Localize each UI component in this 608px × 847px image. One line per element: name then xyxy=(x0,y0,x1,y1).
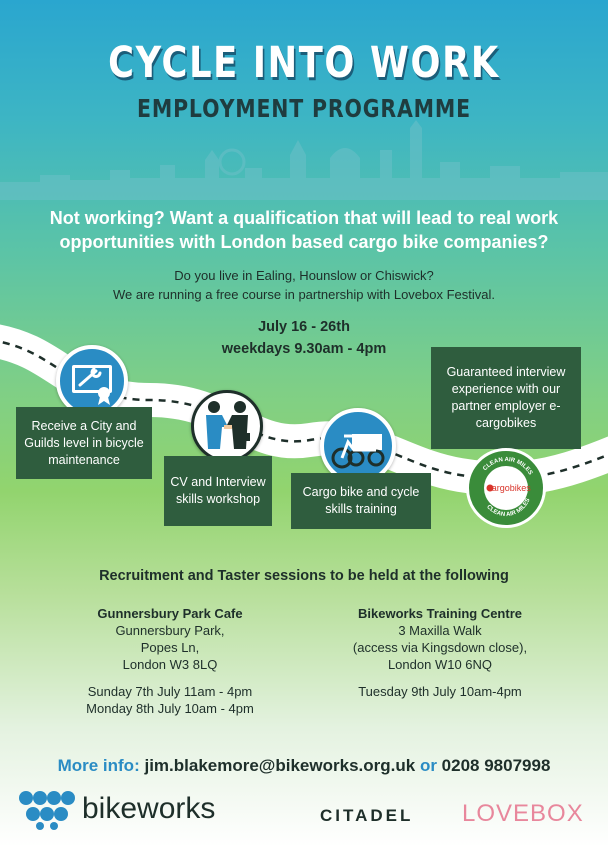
venue-2-address-2: (access via Kingsdown close), xyxy=(352,640,528,655)
contact-label: More info: xyxy=(57,756,140,775)
venue-2-time-1: Tuesday 9th July 10am-4pm xyxy=(358,684,522,699)
certificate-icon xyxy=(60,349,124,413)
lovebox-logo: LOVEBOX xyxy=(462,800,584,827)
poster-title: CYCLE INTO WORK xyxy=(108,38,500,88)
step-2-circle xyxy=(191,390,263,462)
step-2-label: CV and Interview skills workshop xyxy=(170,475,266,506)
badge-ring-bottom: CLEAN AIR MILES xyxy=(485,497,532,519)
contact-line xyxy=(0,756,608,776)
step-3-label: Cargo bike and cycle skills training xyxy=(302,485,420,516)
handshake-icon xyxy=(194,393,260,459)
course-times: weekdays 9.30am - 4pm xyxy=(221,341,387,357)
cargobikes-logo-icon xyxy=(469,451,543,525)
step-1-box xyxy=(16,407,152,479)
step-3-box xyxy=(291,473,431,529)
venue-2 xyxy=(320,605,560,700)
venue-1-time-1: Sunday 7th July 11am - 4pm xyxy=(87,684,253,699)
bikeworks-wheels-icon xyxy=(18,788,76,830)
venue-1-name: Gunnersbury Park Cafe xyxy=(97,606,243,621)
step-1-label: Receive a City and Guilds level in bicycle maintenance xyxy=(24,418,144,467)
contact-or: or xyxy=(419,756,437,775)
venue-1 xyxy=(60,605,280,717)
badge-brand: cargobikes xyxy=(487,483,531,493)
poster-subtitle: EMPLOYMENT PROGRAMME xyxy=(137,94,471,123)
cargo-bike-icon xyxy=(324,412,392,480)
venue-2-name: Bikeworks Training Centre xyxy=(358,606,522,621)
cargobikes-badge xyxy=(466,448,546,528)
step-4-box xyxy=(431,347,581,449)
headline: Not working? Want a qualification that will lead to real work opportunities with London based cargo bike companies? xyxy=(49,208,559,252)
venue-1-address-2: Popes Ln, xyxy=(140,640,200,655)
venue-2-address-1: 3 Maxilla Walk xyxy=(398,623,482,638)
intro-text xyxy=(30,266,578,304)
venue-1-address-1: Gunnersbury Park, xyxy=(115,623,225,638)
citadel-logo: CITADEL xyxy=(320,806,414,825)
intro-line-2: We are running a free course in partnership with Lovebox Festival. xyxy=(112,287,495,302)
bikeworks-logo xyxy=(18,788,215,830)
venue-1-address-3: London W3 8LQ xyxy=(122,657,218,672)
contact-email[interactable]: jim.blakemore@bikeworks.org.uk xyxy=(144,756,416,775)
london-skyline xyxy=(0,120,608,200)
badge-ring-top: CLEAN AIR MILES xyxy=(482,456,534,477)
step-4-label: Guaranteed interview experience with our partner employer e-cargobikes xyxy=(446,365,566,430)
contact-phone[interactable]: 0208 9807998 xyxy=(441,756,551,775)
venue-2-address-3: London W10 6NQ xyxy=(387,657,493,672)
step-2-box xyxy=(164,456,272,526)
sessions-title: Recruitment and Taster sessions to be held at the following xyxy=(99,568,509,584)
intro-line-1: Do you live in Ealing, Hounslow or Chiswick? xyxy=(174,268,434,283)
date-range: July 16 - 26th xyxy=(258,319,350,335)
venue-1-time-2: Monday 8th July 10am - 4pm xyxy=(86,701,254,716)
bikeworks-wordmark: bikeworks xyxy=(82,792,216,825)
